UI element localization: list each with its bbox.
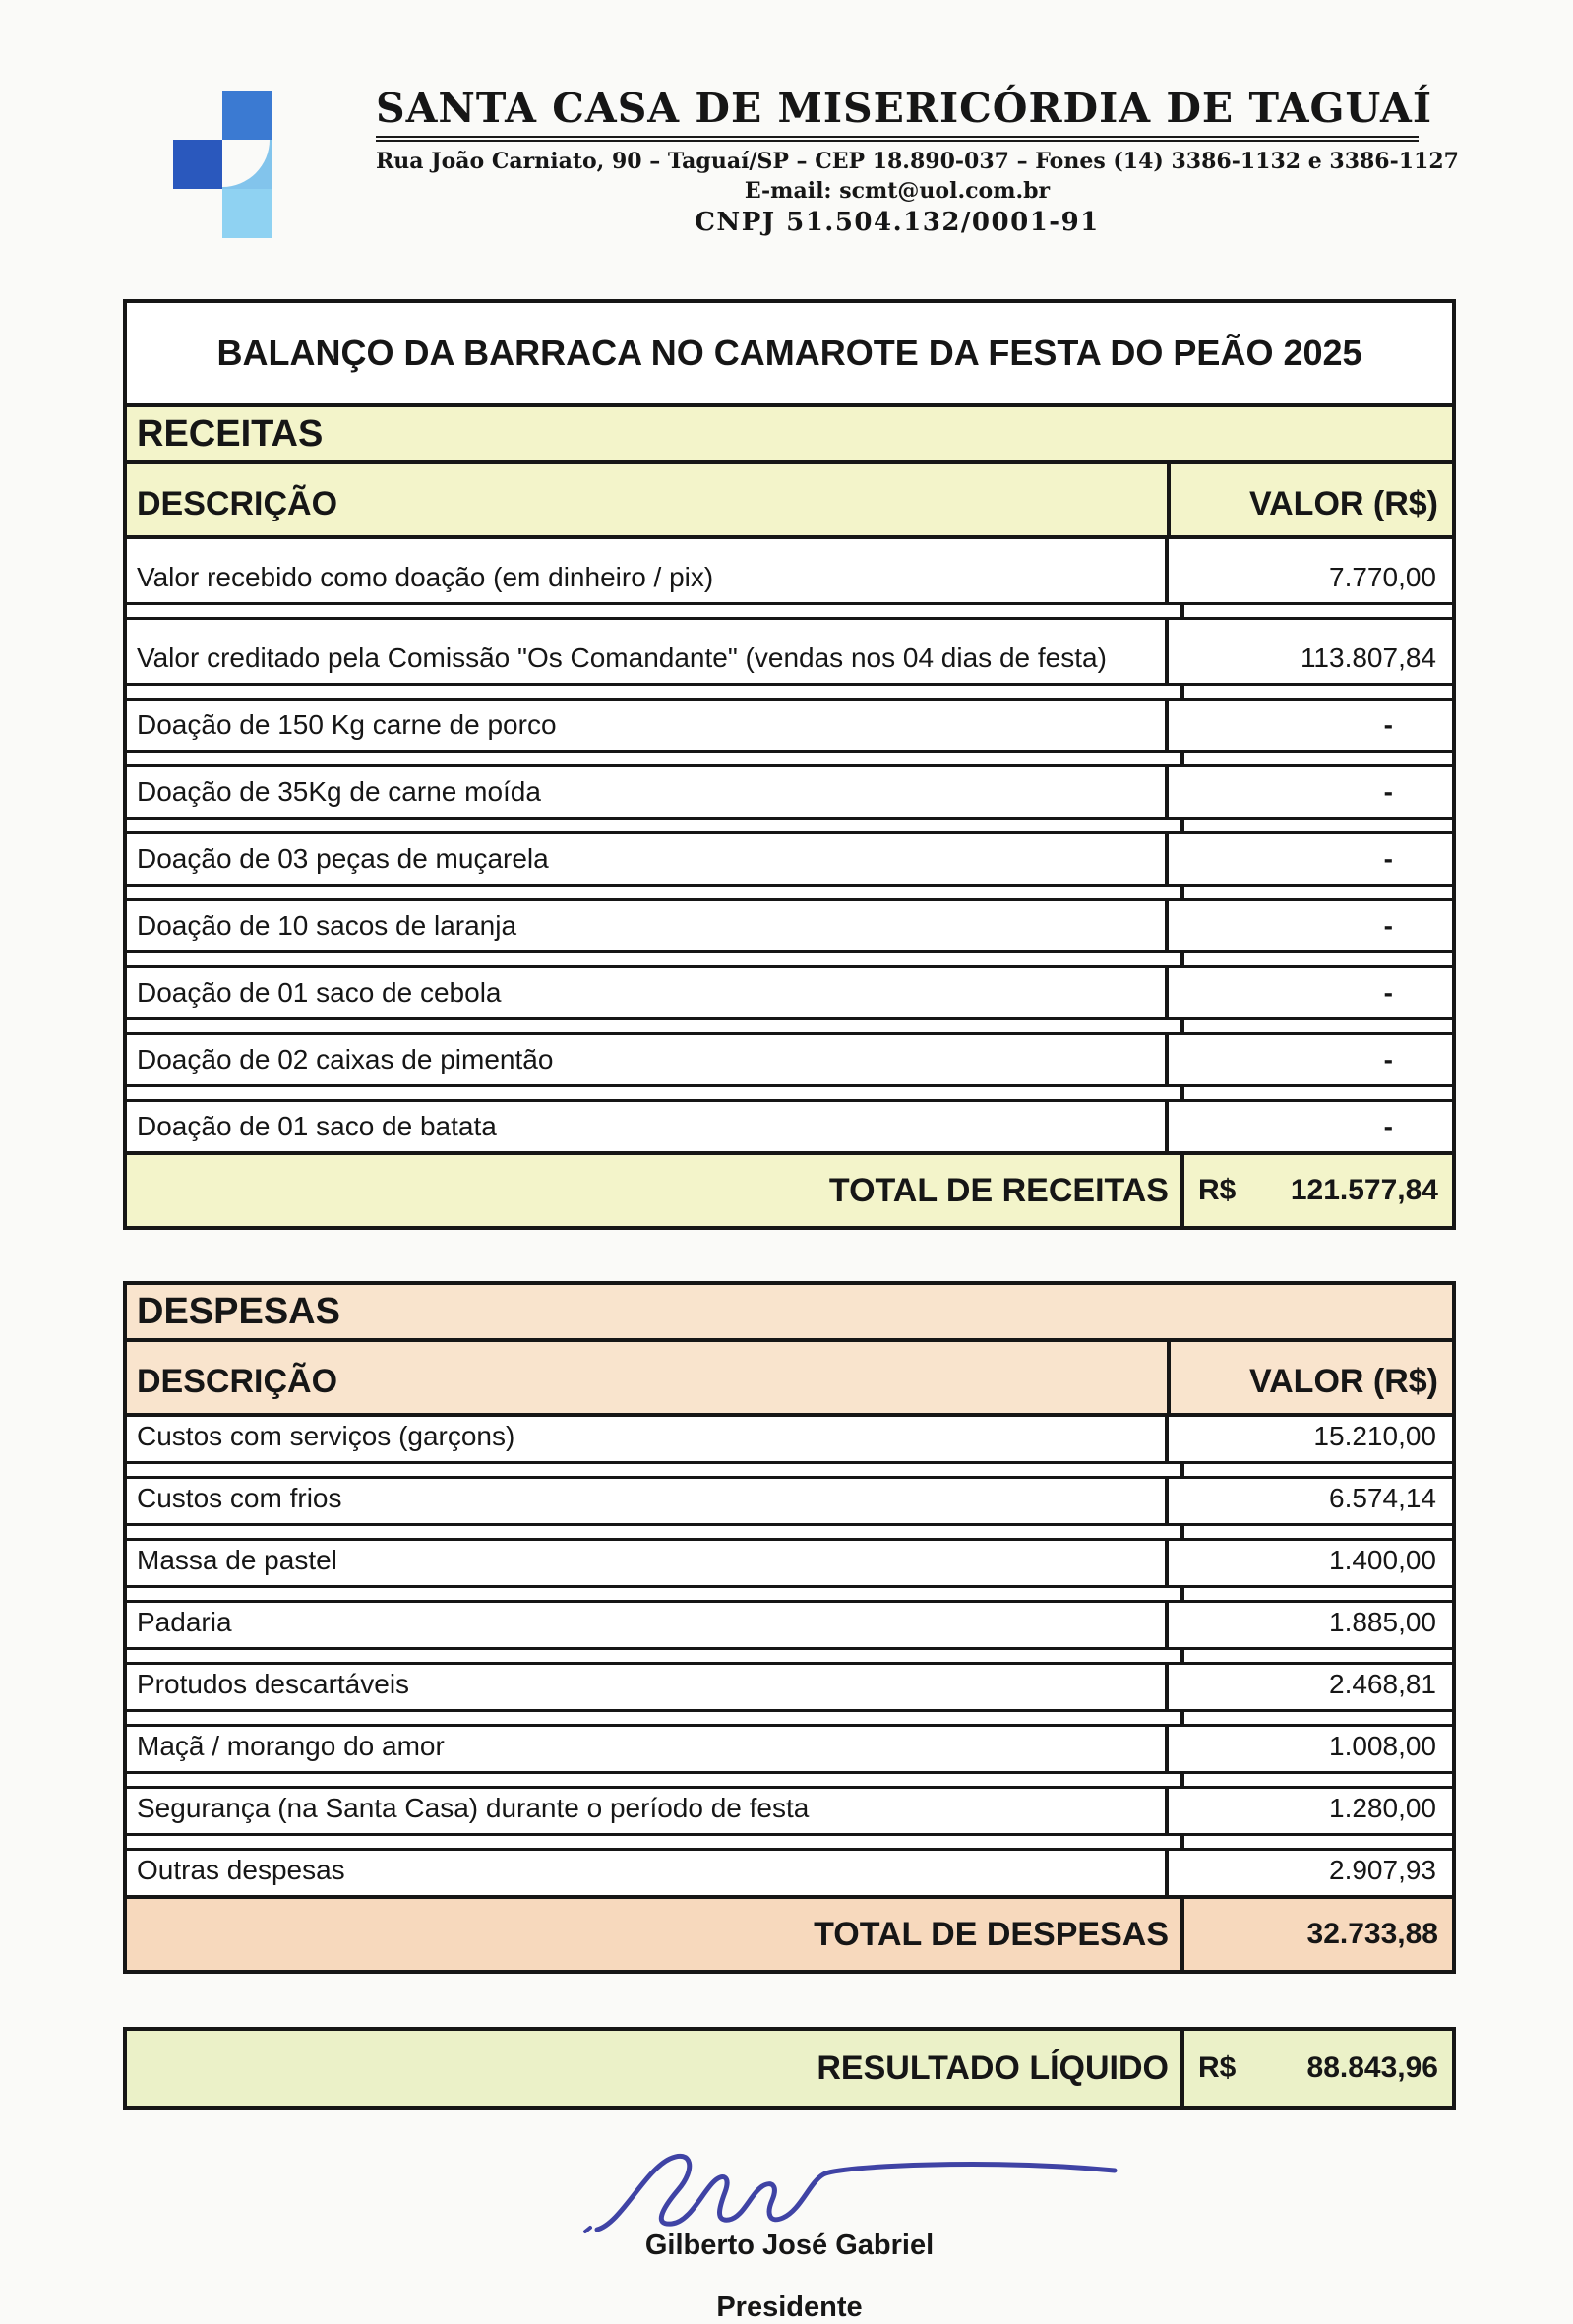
org-block [376, 85, 1459, 237]
row-amount: 6.574,14 [1329, 1483, 1436, 1513]
signer-name: Gilberto José Gabriel [644, 2230, 935, 2261]
receitas-column-header [127, 464, 1452, 539]
row-separator [127, 750, 1452, 767]
table-row [127, 834, 1452, 884]
row-description: Doação de 01 saco de cebola [137, 977, 502, 1008]
row-value [1165, 1665, 1452, 1709]
row-amount: - [1383, 977, 1393, 1008]
despesas-section-header: DESPESAS [127, 1285, 1452, 1342]
despesas-total-row [127, 1895, 1452, 1970]
row-description: Valor recebido como doação (em dinheiro / pix) [137, 562, 714, 592]
row-separator [127, 1084, 1452, 1102]
letterhead [173, 0, 1573, 238]
row-separator [127, 1771, 1452, 1789]
row-value [1165, 1102, 1452, 1151]
row-description: Valor creditado pela Comissão "Os Comandante" (vendas nos 04 dias de festa) [137, 642, 1107, 673]
row-separator [127, 1461, 1452, 1479]
row-value [1165, 620, 1452, 683]
table-row [127, 539, 1452, 602]
row-amount: 113.807,84 [1300, 642, 1436, 673]
row-amount: - [1383, 1111, 1393, 1141]
row-amount: - [1383, 843, 1393, 874]
table-row [127, 1541, 1452, 1585]
signature-ink-icon [575, 2143, 1126, 2237]
row-value [1165, 1035, 1452, 1084]
row-amount: 1.008,00 [1329, 1731, 1436, 1761]
receitas-total-label: TOTAL DE RECEITAS [828, 1171, 1169, 1209]
org-name: SANTA CASA DE MISERICÓRDIA DE TAGUAÍ [376, 85, 1419, 142]
row-value [1165, 701, 1452, 750]
org-address: Rua João Carniato, 90 – Taguaí/SP – CEP 18.890-037 – Fones (14) 3386-1132 e 3386-1127 [376, 149, 1459, 174]
resultado-value [1180, 2031, 1452, 2106]
table-row [127, 1789, 1452, 1833]
table-row [127, 1417, 1452, 1461]
row-description: Doação de 150 Kg carne de porco [137, 709, 557, 740]
row-separator [127, 1647, 1452, 1665]
row-value [1165, 834, 1452, 884]
row-description: Doação de 03 peças de muçarela [137, 843, 549, 874]
row-value [1165, 1479, 1452, 1523]
row-description: Doação de 01 saco de batata [137, 1111, 497, 1141]
row-amount: - [1383, 1044, 1393, 1074]
row-description: Doação de 02 caixas de pimentão [137, 1044, 554, 1074]
row-value [1165, 1417, 1452, 1461]
row-description: Segurança (na Santa Casa) durante o período de festa [137, 1793, 810, 1823]
table-row [127, 767, 1452, 817]
currency-symbol: R$ [1198, 2051, 1237, 2084]
despesas-total-label: TOTAL DE DESPESAS [814, 1915, 1169, 1953]
row-description: Doação de 10 sacos de laranja [137, 910, 517, 941]
logo-square-top [222, 91, 272, 140]
row-separator [127, 1017, 1452, 1035]
logo-square-left [173, 140, 222, 189]
row-value [1165, 1541, 1452, 1585]
row-value [1165, 1727, 1452, 1771]
row-separator [127, 817, 1452, 834]
receitas-total-row [127, 1151, 1452, 1226]
row-amount: 1.885,00 [1329, 1607, 1436, 1637]
resultado-label: RESULTADO LÍQUIDO [817, 2049, 1169, 2087]
table-row [127, 1665, 1452, 1709]
receitas-total-value [1180, 1155, 1452, 1226]
receitas-rows [127, 539, 1452, 1151]
org-email: E-mail: scmt@uol.com.br [744, 178, 1051, 204]
row-separator [127, 602, 1452, 620]
signature-block [123, 2143, 1456, 2324]
column-header-descricao: DESCRIÇÃO [137, 1363, 338, 1400]
table-row [127, 620, 1452, 683]
row-description: Padaria [137, 1607, 232, 1637]
row-separator [127, 950, 1452, 968]
row-separator [127, 1833, 1452, 1851]
column-header-valor: VALOR (R$) [1167, 464, 1452, 535]
row-description: Protudos descartáveis [137, 1669, 410, 1699]
column-header-descricao: DESCRIÇÃO [137, 485, 338, 522]
row-value [1165, 1603, 1452, 1647]
despesas-total-value [1180, 1899, 1452, 1970]
row-description: Maçã / morango do amor [137, 1731, 445, 1761]
row-value [1165, 1789, 1452, 1833]
row-separator [127, 683, 1452, 701]
table-row [127, 968, 1452, 1017]
receitas-section-header: RECEITAS [127, 407, 1452, 464]
table-row [127, 1479, 1452, 1523]
row-value [1165, 1851, 1452, 1895]
row-separator [127, 1585, 1452, 1603]
resultado-row [127, 2031, 1452, 2106]
total-amount: 88.843,96 [1306, 2051, 1438, 2084]
row-amount: - [1383, 776, 1393, 807]
table-row [127, 1102, 1452, 1151]
table-row [127, 1727, 1452, 1771]
table-row [127, 1851, 1452, 1895]
row-value [1165, 968, 1452, 1017]
row-amount: 2.907,93 [1329, 1855, 1436, 1885]
santa-casa-cross-logo-icon [173, 91, 321, 238]
logo-square-bottom [222, 189, 272, 238]
column-header-valor: VALOR (R$) [1167, 1342, 1452, 1413]
row-amount: 15.210,00 [1313, 1421, 1436, 1451]
row-amount: 7.770,00 [1329, 562, 1436, 592]
table-row [127, 1603, 1452, 1647]
row-amount: 1.280,00 [1329, 1793, 1436, 1823]
despesas-table [123, 1281, 1456, 1974]
despesas-column-header [127, 1342, 1452, 1417]
currency-symbol: R$ [1198, 1174, 1237, 1206]
row-amount: 1.400,00 [1329, 1545, 1436, 1575]
resultado-table [123, 2027, 1456, 2110]
row-value [1165, 901, 1452, 950]
row-separator [127, 1523, 1452, 1541]
table-row [127, 701, 1452, 750]
row-amount: - [1383, 709, 1393, 740]
despesas-rows [127, 1417, 1452, 1895]
receitas-table [123, 299, 1456, 1230]
row-description: Custos com frios [137, 1483, 342, 1513]
table-row [127, 901, 1452, 950]
total-amount: 32.733,88 [1306, 1918, 1438, 1950]
org-cnpj: CNPJ 51.504.132/0001-91 [695, 208, 1100, 237]
row-value [1165, 539, 1452, 602]
table-row [127, 1035, 1452, 1084]
row-description: Doação de 35Kg de carne moída [137, 776, 541, 807]
document-title: BALANÇO DA BARRACA NO CAMAROTE DA FESTA DO PEÃO 2025 [127, 303, 1452, 407]
row-separator [127, 884, 1452, 901]
row-description: Outras despesas [137, 1855, 345, 1885]
row-description: Massa de pastel [137, 1545, 337, 1575]
row-description: Custos com serviços (garçons) [137, 1421, 515, 1451]
signer-role: Presidente [716, 2292, 863, 2323]
row-amount: - [1383, 910, 1393, 941]
row-amount: 2.468,81 [1329, 1669, 1436, 1699]
total-amount: 121.577,84 [1290, 1174, 1438, 1206]
row-value [1165, 767, 1452, 817]
row-separator [127, 1709, 1452, 1727]
